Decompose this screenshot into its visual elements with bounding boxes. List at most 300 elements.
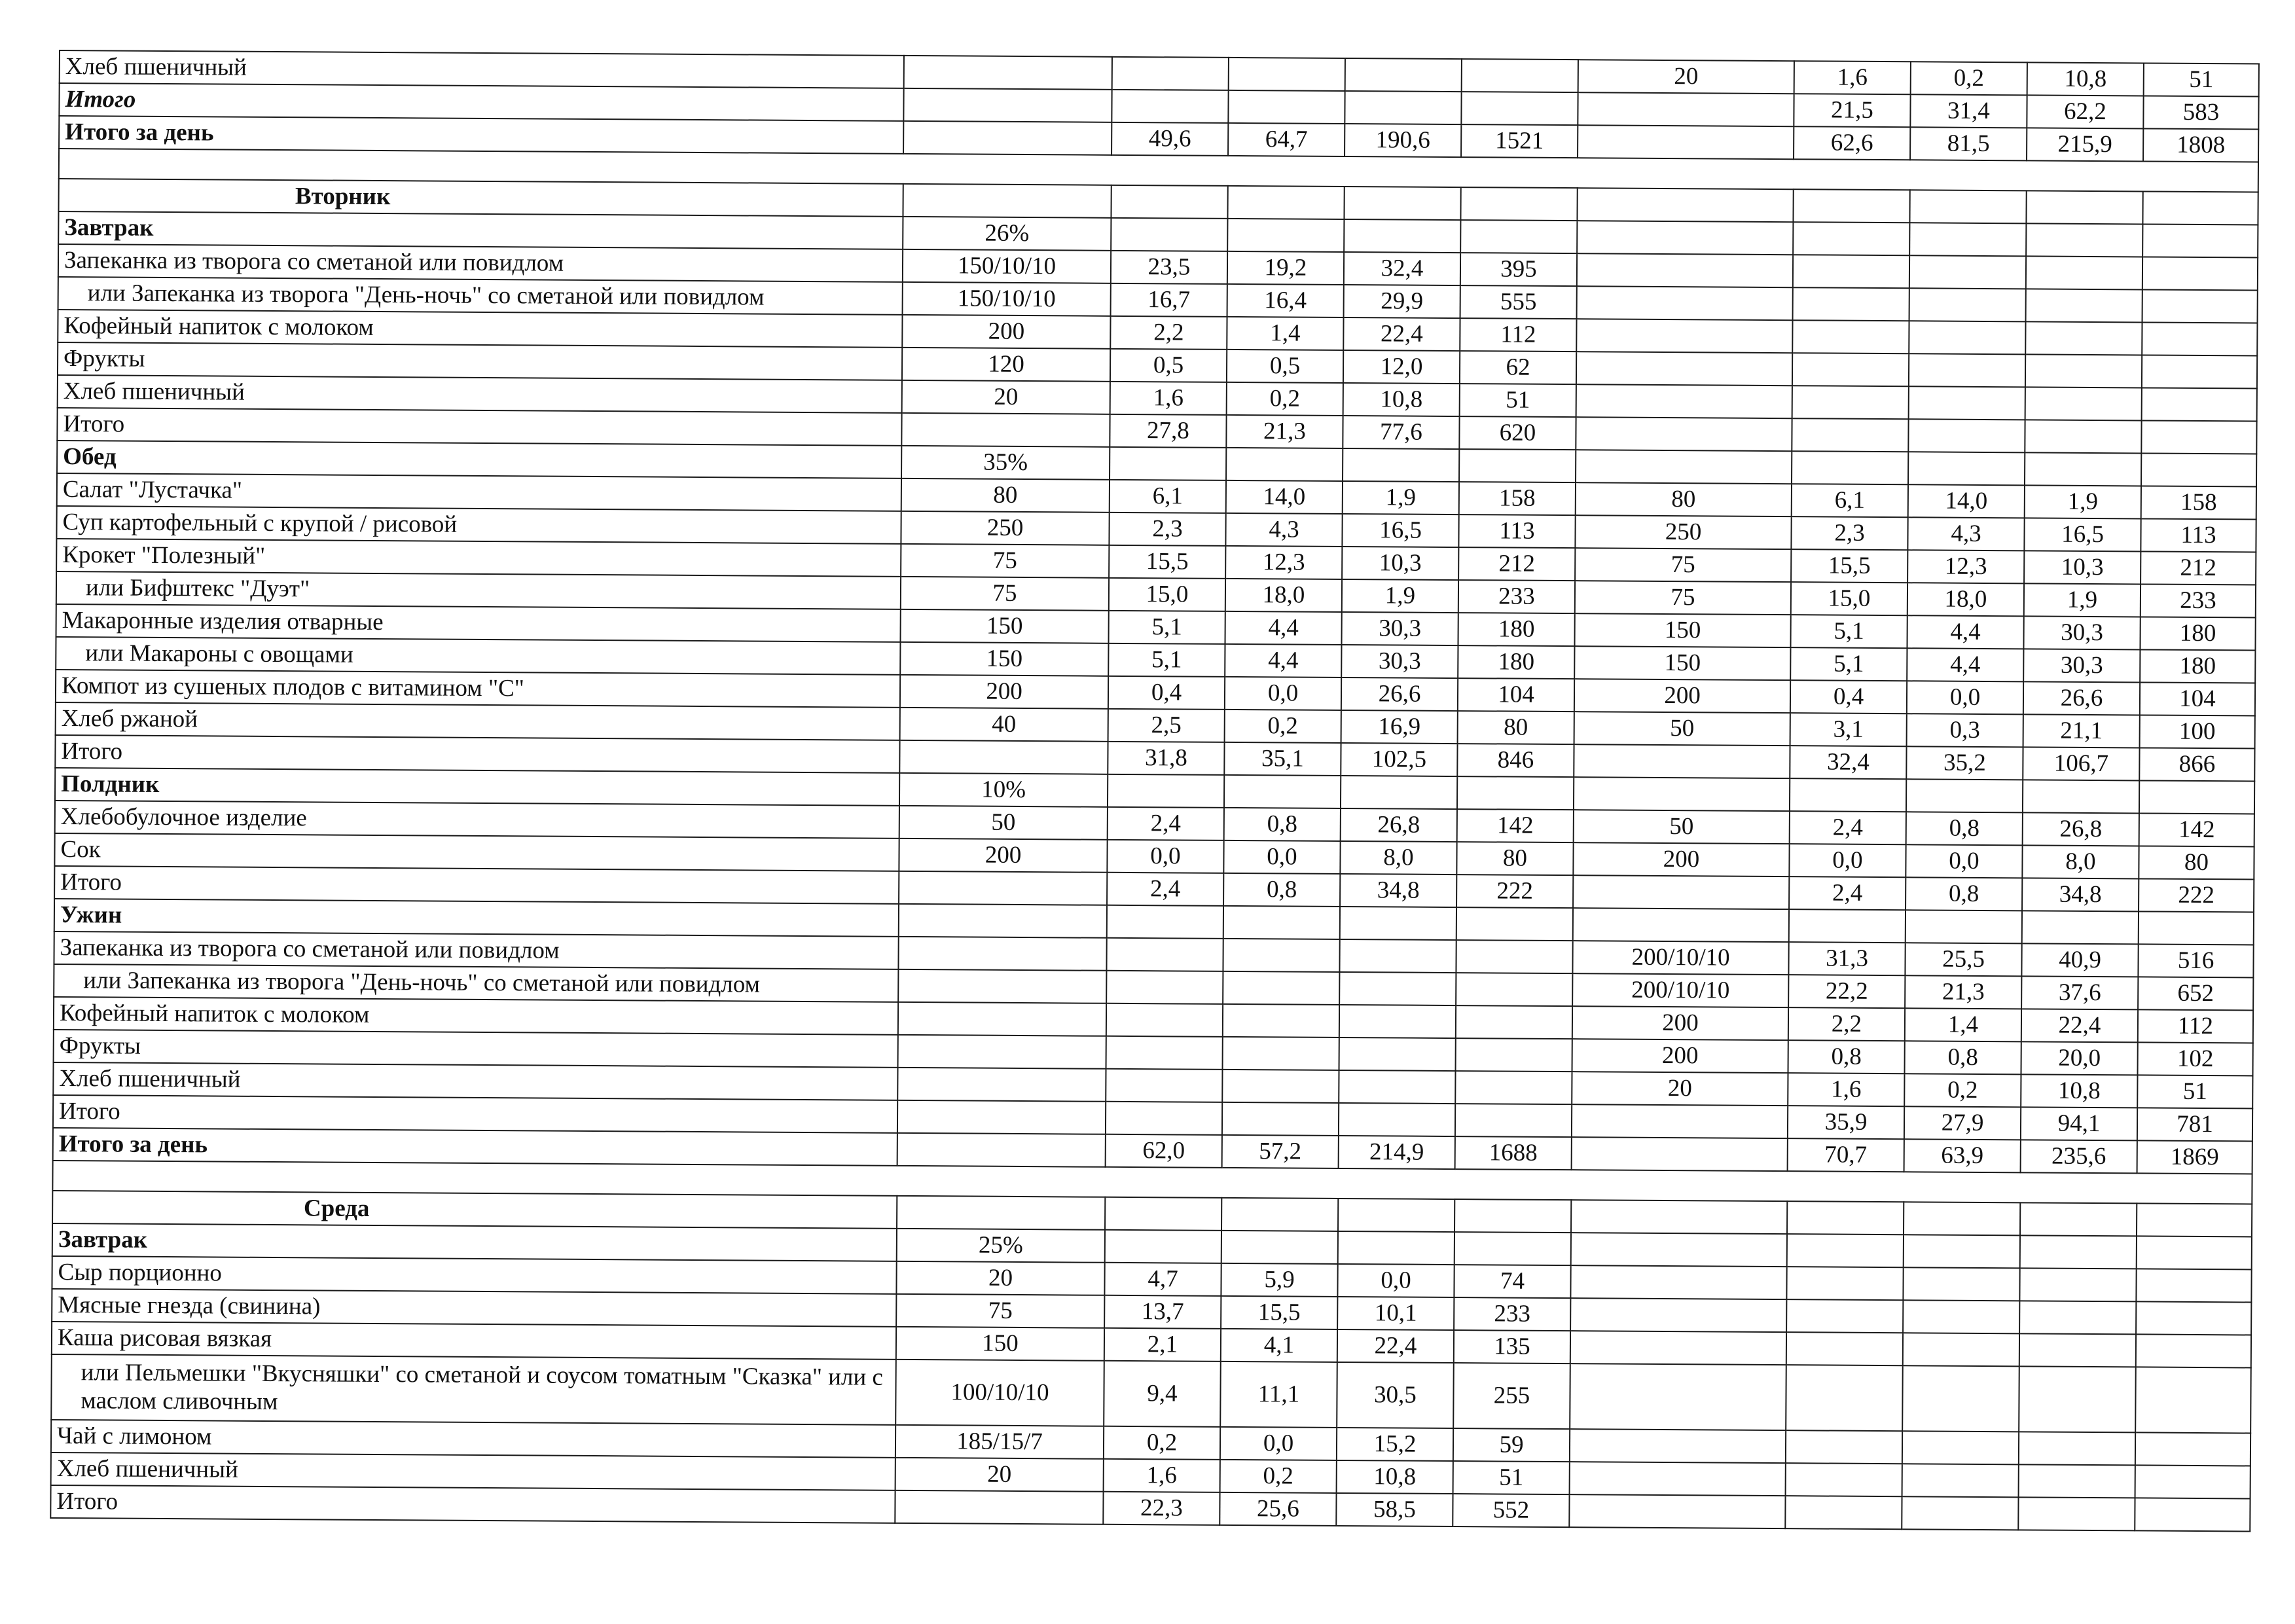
value-cell: 4,4 <box>1907 648 2023 681</box>
value-cell: 16,5 <box>1342 514 1458 547</box>
value-cell: 32,4 <box>1344 252 1460 285</box>
dish-name-cell: Завтрак <box>58 211 903 249</box>
value-cell: 212 <box>2141 551 2256 585</box>
menu-table <box>50 50 2260 1532</box>
value-cell <box>1570 1462 1786 1496</box>
dish-name-cell: Чай с лимоном <box>51 1420 895 1458</box>
value-cell: 2,4 <box>1108 807 1224 840</box>
value-cell: 235,6 <box>2021 1140 2137 1173</box>
value-cell: 4,4 <box>1907 615 2023 649</box>
value-cell: 25,5 <box>1905 943 2021 976</box>
value-cell <box>1909 353 2025 387</box>
value-cell: 1869 <box>2137 1140 2252 1174</box>
value-cell: 10,8 <box>1337 1460 1453 1494</box>
value-cell <box>1789 909 1906 943</box>
dish-name-cell: Мясные гнезда (свинина) <box>52 1289 896 1327</box>
value-cell <box>1461 92 1578 125</box>
value-cell: 1,9 <box>1342 579 1458 613</box>
dish-name-cell: или Бифштекс "Дуэт" <box>56 571 901 609</box>
dish-name-cell: Каша рисовая вязкая <box>52 1322 896 1360</box>
value-cell <box>1341 776 1457 809</box>
value-cell: 0,0 <box>1107 840 1223 873</box>
value-cell: 2,3 <box>1791 516 1907 550</box>
value-cell: 15,5 <box>1221 1296 1337 1329</box>
value-cell <box>901 413 1110 447</box>
dish-name-cell: Хлеб пшеничный <box>60 50 904 88</box>
value-cell <box>1339 1038 1456 1071</box>
dish-name-cell: Вторник <box>58 179 903 217</box>
dish-name-cell: Полдник <box>55 768 899 806</box>
value-cell: 100 <box>2140 715 2255 748</box>
value-cell <box>1792 451 1908 484</box>
dish-name-cell: Суп картофельный с крупой / рисовой <box>56 506 901 544</box>
dish-name-cell: Хлеб ржаной <box>56 702 900 740</box>
value-cell <box>1222 1070 1339 1103</box>
value-cell: 200 <box>1572 1006 1788 1040</box>
value-cell: 13,7 <box>1104 1295 1221 1329</box>
value-cell <box>1345 58 1462 92</box>
value-cell: 5,1 <box>1790 615 1907 648</box>
menu-table-body <box>50 50 2259 1531</box>
dish-name-cell: Запеканка из творога со сметаной или повидлом <box>58 244 903 282</box>
value-cell <box>2137 1203 2252 1236</box>
value-cell: 2,5 <box>1108 709 1225 742</box>
value-cell <box>1456 973 1572 1006</box>
dish-name-cell: Крокет "Полезный" <box>56 539 901 577</box>
dish-name-cell: Хлеб пшеничный <box>53 1062 897 1100</box>
value-cell: 35,2 <box>1906 746 2023 780</box>
value-cell: 18,0 <box>1225 579 1342 612</box>
value-cell <box>1570 1298 1786 1332</box>
dish-name-cell: Сыр порционно <box>52 1256 896 1294</box>
dish-name-cell: Итого <box>53 1095 897 1133</box>
value-cell: 26,6 <box>2023 681 2140 715</box>
value-cell: 49,6 <box>1111 122 1228 156</box>
value-cell: 16,4 <box>1227 284 1344 317</box>
value-cell: 22,2 <box>1788 975 1905 1008</box>
value-cell: 250 <box>901 511 1109 545</box>
value-cell: 620 <box>1459 416 1576 450</box>
value-cell: 10% <box>899 773 1108 807</box>
value-cell <box>1456 1005 1572 1039</box>
value-cell: 2,2 <box>1788 1007 1905 1041</box>
value-cell <box>2142 289 2258 323</box>
value-cell: 51 <box>2144 63 2259 96</box>
dish-name-cell: Итого <box>59 83 903 121</box>
value-cell <box>1578 125 1794 159</box>
value-cell: 0,2 <box>1220 1460 1337 1493</box>
value-cell: 0,0 <box>1789 844 1906 877</box>
value-cell: 70,7 <box>1788 1138 1904 1172</box>
value-cell <box>1574 777 1790 811</box>
value-cell <box>1792 353 1909 386</box>
value-cell: 0,0 <box>1223 840 1340 874</box>
value-cell: 0,2 <box>1104 1426 1220 1460</box>
value-cell <box>1455 1104 1572 1137</box>
value-cell <box>1340 907 1456 940</box>
value-cell: 27,9 <box>1904 1106 2021 1140</box>
value-cell: 150 <box>900 642 1108 676</box>
dish-name-cell: Итого за день <box>59 116 903 154</box>
value-cell: 222 <box>1456 875 1573 908</box>
value-cell: 142 <box>2139 813 2254 846</box>
value-cell: 180 <box>2140 649 2255 683</box>
value-cell: 16,7 <box>1111 283 1227 317</box>
value-cell <box>1339 1005 1456 1038</box>
value-cell: 0,2 <box>1225 710 1341 743</box>
value-cell <box>1792 418 1908 452</box>
value-cell <box>2022 911 2139 944</box>
value-cell: 4,1 <box>1221 1329 1337 1362</box>
value-cell <box>2135 1498 2250 1531</box>
value-cell <box>1339 1070 1455 1104</box>
value-cell: 94,1 <box>2021 1107 2137 1140</box>
value-cell: 4,4 <box>1225 611 1341 645</box>
value-cell <box>1786 1365 1903 1431</box>
value-cell: 19,2 <box>1227 251 1344 285</box>
value-cell <box>897 1133 1106 1167</box>
value-cell <box>2135 1465 2250 1498</box>
value-cell: 200 <box>1574 679 1790 713</box>
value-cell: 5,9 <box>1221 1263 1337 1297</box>
value-cell: 552 <box>1453 1494 1569 1527</box>
value-cell <box>1223 939 1339 972</box>
value-cell <box>1106 1036 1223 1070</box>
value-cell: 106,7 <box>2023 747 2139 780</box>
value-cell <box>1455 1071 1572 1104</box>
value-cell: 63,9 <box>1904 1139 2021 1172</box>
value-cell: 75 <box>1575 581 1791 615</box>
value-cell: 22,4 <box>1337 1329 1454 1363</box>
value-cell <box>2142 191 2258 225</box>
value-cell <box>1106 1102 1222 1135</box>
value-cell: 18,0 <box>1907 583 2024 616</box>
dish-name-cell: Фрукты <box>58 342 902 380</box>
value-cell <box>1573 875 1789 909</box>
value-cell <box>1786 1299 1903 1333</box>
value-cell: 0,5 <box>1227 350 1343 383</box>
value-cell: 1,4 <box>1227 317 1343 350</box>
value-cell: 0,2 <box>1911 62 2027 95</box>
value-cell <box>1572 1137 1788 1171</box>
dish-name-cell: Итого <box>50 1485 895 1523</box>
dish-name-cell: Компот из сушеных плодов с витамином "С" <box>56 670 900 708</box>
value-cell: 21,3 <box>1226 415 1343 448</box>
value-cell: 0,0 <box>1906 844 2022 878</box>
value-cell <box>1339 939 1456 973</box>
value-cell: 214,9 <box>1339 1136 1455 1169</box>
value-cell <box>1787 1201 1904 1235</box>
value-cell <box>2026 223 2142 257</box>
value-cell <box>904 56 1112 90</box>
value-cell: 27,8 <box>1110 414 1226 448</box>
value-cell: 29,9 <box>1344 285 1460 318</box>
value-cell: 30,3 <box>2023 649 2140 682</box>
dish-name-cell: Фрукты <box>54 1030 898 1068</box>
value-cell: 21,3 <box>1905 975 2021 1009</box>
value-cell: 32,4 <box>1790 746 1906 779</box>
value-cell: 233 <box>1454 1297 1570 1331</box>
value-cell: 74 <box>1454 1265 1570 1298</box>
value-cell <box>2139 911 2254 945</box>
value-cell: 0,0 <box>1907 681 2023 714</box>
value-cell: 30,5 <box>1337 1362 1454 1428</box>
value-cell: 35,9 <box>1788 1106 1904 1139</box>
value-cell <box>2137 1236 2252 1269</box>
value-cell: 40,9 <box>2021 943 2138 977</box>
value-cell: 190,6 <box>1345 124 1461 157</box>
dish-name-cell: Завтрак <box>52 1223 897 1261</box>
dish-name-cell: Среда <box>52 1191 897 1229</box>
value-cell: 583 <box>2143 96 2258 129</box>
value-cell: 15,5 <box>1791 549 1907 583</box>
value-cell: 15,2 <box>1337 1428 1453 1461</box>
value-cell: 62,6 <box>1794 126 1910 160</box>
value-cell: 222 <box>2139 878 2254 912</box>
value-cell: 0,2 <box>1227 382 1343 416</box>
value-cell: 57,2 <box>1222 1135 1339 1168</box>
value-cell <box>2019 1366 2136 1432</box>
value-cell: 200 <box>900 675 1108 709</box>
value-cell: 4,7 <box>1104 1263 1221 1296</box>
value-cell <box>1344 187 1460 220</box>
value-cell: 2,4 <box>1107 873 1223 906</box>
value-cell: 4,3 <box>1907 517 2024 550</box>
value-cell <box>1908 419 2025 452</box>
value-cell <box>1455 1232 1571 1265</box>
value-cell: 40 <box>900 708 1108 742</box>
value-cell: 200/10/10 <box>1572 973 1788 1007</box>
value-cell: 100/10/10 <box>895 1360 1104 1426</box>
value-cell <box>1576 319 1792 353</box>
value-cell <box>1902 1496 2018 1530</box>
value-cell: 34,8 <box>1340 874 1456 907</box>
value-cell: 58,5 <box>1336 1493 1453 1526</box>
value-cell: 846 <box>1457 744 1574 777</box>
value-cell <box>903 184 1111 218</box>
value-cell: 75 <box>901 544 1109 578</box>
value-cell: 1521 <box>1461 124 1578 158</box>
value-cell: 20 <box>896 1261 1104 1295</box>
value-cell: 16,5 <box>2024 518 2141 551</box>
value-cell: 255 <box>1453 1363 1570 1429</box>
value-cell: 6,1 <box>1792 484 1908 517</box>
value-cell <box>2019 1333 2136 1367</box>
value-cell <box>1111 218 1227 251</box>
value-cell <box>1227 186 1344 219</box>
value-cell <box>1106 938 1223 971</box>
value-cell <box>1111 185 1227 219</box>
value-cell: 11,1 <box>1220 1362 1337 1428</box>
value-cell: 23,5 <box>1111 251 1227 284</box>
dish-name-cell: Хлебобулочное изделие <box>55 801 899 839</box>
dish-name-cell: Хлеб пшеничный <box>51 1453 895 1490</box>
value-cell <box>1790 778 1906 812</box>
value-cell <box>898 1002 1106 1036</box>
value-cell: 20 <box>895 1458 1104 1492</box>
dish-name-cell: Хлеб пшеничный <box>58 375 902 413</box>
value-cell: 135 <box>1454 1330 1570 1363</box>
value-cell: 1,6 <box>1110 382 1227 415</box>
value-cell <box>1229 58 1345 91</box>
value-cell: 75 <box>1575 548 1791 582</box>
value-cell: 200 <box>1573 842 1789 876</box>
value-cell: 59 <box>1453 1428 1570 1462</box>
value-cell: 0,8 <box>1788 1040 1905 1074</box>
value-cell <box>2135 1432 2250 1466</box>
value-cell: 0,2 <box>1904 1074 2021 1107</box>
value-cell: 0,0 <box>1220 1427 1337 1460</box>
value-cell: 200 <box>1572 1039 1788 1073</box>
value-cell <box>1906 910 2022 943</box>
value-cell: 12,3 <box>1907 550 2024 583</box>
value-cell: 35% <box>901 446 1110 480</box>
value-cell: 37,6 <box>2021 976 2138 1009</box>
value-cell: 25,6 <box>1220 1492 1336 1526</box>
value-cell: 22,4 <box>1343 317 1460 351</box>
value-cell: 21,5 <box>1794 94 1910 127</box>
dish-name-cell: или Запеканка из творога "День-ночь" со сметаной или повидлом <box>58 277 903 315</box>
value-cell: 180 <box>1458 613 1574 646</box>
value-cell <box>1576 384 1792 418</box>
value-cell <box>1786 1430 1902 1464</box>
value-cell: 5,1 <box>1790 647 1907 681</box>
value-cell <box>2023 780 2139 813</box>
value-cell: 0,8 <box>1224 808 1341 841</box>
value-cell <box>898 1035 1106 1069</box>
value-cell <box>1786 1332 1903 1365</box>
value-cell: 9,4 <box>1104 1361 1221 1427</box>
value-cell <box>2025 420 2141 453</box>
value-cell: 200 <box>902 315 1110 349</box>
value-cell <box>2025 321 2142 355</box>
value-cell: 26,8 <box>1341 808 1457 842</box>
value-cell: 50 <box>1574 712 1790 746</box>
value-cell <box>2142 322 2257 355</box>
value-cell: 31,8 <box>1108 742 1224 775</box>
value-cell: 51 <box>1453 1461 1570 1494</box>
value-cell: 31,3 <box>1788 942 1905 975</box>
value-cell: 15,0 <box>1109 578 1225 611</box>
value-cell <box>2136 1334 2251 1367</box>
dish-name-cell: Кофейный напиток с молоком <box>58 310 902 348</box>
value-cell: 1,6 <box>1788 1073 1904 1106</box>
value-cell <box>1456 940 1572 973</box>
value-cell: 112 <box>1460 318 1576 352</box>
value-cell: 10,8 <box>2027 62 2144 96</box>
value-cell <box>1909 255 2026 289</box>
value-cell <box>1112 57 1229 90</box>
dish-name-cell: Итого за день <box>53 1128 897 1166</box>
value-cell <box>1903 1267 2019 1301</box>
value-cell <box>1343 448 1459 482</box>
value-cell: 2,4 <box>1789 876 1906 910</box>
value-cell <box>2019 1432 2135 1465</box>
value-cell <box>1460 220 1577 253</box>
value-cell: 866 <box>2139 748 2254 781</box>
value-cell <box>2026 289 2142 322</box>
value-cell: 150 <box>1574 613 1790 647</box>
value-cell: 16,9 <box>1341 710 1458 744</box>
value-cell: 81,5 <box>1910 127 2027 160</box>
value-cell <box>1572 1104 1788 1138</box>
value-cell <box>1338 1199 1455 1232</box>
value-cell <box>1909 223 2026 256</box>
value-cell <box>1456 1038 1572 1072</box>
value-cell <box>1570 1331 1786 1365</box>
value-cell <box>1906 779 2023 812</box>
value-cell <box>1576 450 1792 484</box>
value-cell <box>1577 221 1793 255</box>
value-cell <box>1105 1230 1221 1263</box>
value-cell: 113 <box>2141 518 2256 552</box>
value-cell <box>1909 288 2026 321</box>
value-cell: 250 <box>1575 515 1791 549</box>
value-cell <box>1223 971 1339 1005</box>
value-cell: 0,8 <box>1906 877 2022 911</box>
value-cell: 102 <box>2137 1042 2252 1075</box>
value-cell <box>2018 1497 2135 1530</box>
value-cell <box>898 937 1106 971</box>
value-cell <box>1573 908 1789 942</box>
value-cell: 22,3 <box>1103 1492 1220 1525</box>
dish-name-cell: Запеканка из творога со сметаной или повидлом <box>54 931 898 969</box>
value-cell <box>2019 1301 2136 1334</box>
value-cell <box>2142 257 2258 290</box>
value-cell <box>1571 1233 1787 1267</box>
value-cell <box>898 969 1106 1003</box>
value-cell <box>2020 1202 2137 1236</box>
value-cell: 158 <box>2141 486 2256 519</box>
value-cell <box>1578 92 1794 126</box>
value-cell: 1688 <box>1455 1136 1572 1170</box>
value-cell <box>899 904 1107 938</box>
value-cell: 10,8 <box>1343 383 1460 416</box>
value-cell: 31,4 <box>1910 94 2027 128</box>
value-cell <box>1456 907 1573 941</box>
value-cell: 150/10/10 <box>903 249 1111 283</box>
value-cell <box>897 1068 1106 1102</box>
value-cell <box>1338 1231 1455 1265</box>
value-cell <box>1106 1069 1222 1102</box>
value-cell: 14,0 <box>1908 484 2025 518</box>
value-cell: 62 <box>1460 351 1576 384</box>
value-cell: 113 <box>1458 514 1575 548</box>
value-cell <box>1106 1003 1223 1037</box>
value-cell <box>1457 776 1574 810</box>
value-cell: 20 <box>902 380 1110 414</box>
dish-name-cell: Сок <box>54 833 899 871</box>
value-cell <box>1786 1267 1903 1300</box>
value-cell: 150 <box>896 1327 1104 1361</box>
value-cell <box>1111 90 1228 123</box>
value-cell <box>1459 449 1576 482</box>
value-cell <box>1339 1103 1455 1136</box>
value-cell: 15,0 <box>1791 582 1907 615</box>
value-cell <box>1339 972 1456 1005</box>
value-cell: 8,0 <box>2022 845 2139 878</box>
value-cell <box>2025 387 2142 420</box>
value-cell: 34,8 <box>2022 878 2139 911</box>
value-cell <box>1909 321 2025 354</box>
value-cell: 12,0 <box>1343 350 1460 384</box>
value-cell: 781 <box>2137 1108 2252 1141</box>
value-cell: 233 <box>1458 580 1575 613</box>
value-cell <box>1793 189 1909 223</box>
value-cell: 0,3 <box>1907 713 2023 747</box>
value-cell: 3,1 <box>1790 713 1907 746</box>
value-cell: 1808 <box>2143 128 2258 162</box>
